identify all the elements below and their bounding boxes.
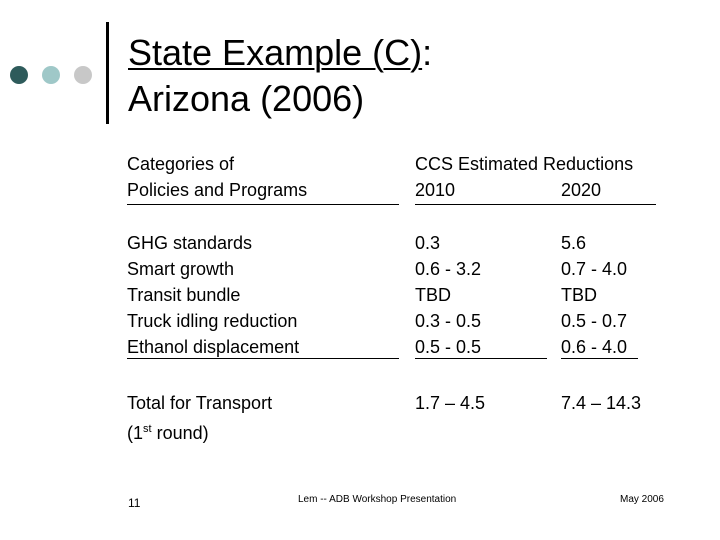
- title-underlined-text: State Example (C): [128, 32, 423, 73]
- table-cell-2010: 0.5 - 0.5: [415, 337, 482, 357]
- table-row-name: GHG standards: [127, 233, 253, 253]
- table-cell-2020: 0.7 - 4.0: [561, 259, 628, 279]
- body-rule-mid: [415, 358, 547, 359]
- total-label-line2: [127, 416, 272, 446]
- row-values-2010: [415, 230, 481, 360]
- table-cell-2020: 5.6: [561, 233, 587, 253]
- header-category: [127, 151, 307, 203]
- bullet-dots: [10, 66, 100, 84]
- table-cell-2010: 0.3 - 0.5: [415, 311, 482, 331]
- title-colon: :: [422, 32, 433, 73]
- total-label-sup: st: [143, 423, 152, 435]
- total-2010: 1.7 – 4.5: [415, 393, 486, 413]
- page-number: 11: [128, 496, 141, 510]
- header-rule-right: [415, 204, 656, 205]
- footer-center-text: Lem -- ADB Workshop Presentation: [298, 494, 457, 505]
- header-category-line2: Policies and Programs: [127, 180, 308, 200]
- table-cell-2010: TBD: [415, 285, 451, 305]
- header-reductions: CCS Estimated Reductions: [415, 154, 634, 174]
- light-teal-dot: [42, 66, 60, 84]
- body-rule-right: [561, 358, 638, 359]
- table-cell-2010: 0.6 - 3.2: [415, 259, 482, 279]
- title-divider: [106, 22, 109, 124]
- slide-title: [128, 30, 432, 122]
- body-rule-left: [127, 358, 399, 359]
- total-label: [127, 390, 272, 446]
- total-label-rest: round): [151, 423, 209, 443]
- total-2020: 7.4 – 14.3: [561, 393, 642, 413]
- table-row-name: Transit bundle: [127, 285, 241, 305]
- table-row-name: Ethanol displacement: [127, 337, 300, 357]
- row-names: [127, 230, 299, 360]
- total-label-open: (1: [127, 423, 144, 443]
- table-cell-2010: 0.3: [415, 233, 441, 253]
- dark-teal-dot: [10, 66, 28, 84]
- header-category-line1: Categories of: [127, 154, 235, 174]
- row-values-2020: [561, 230, 627, 360]
- total-label-line1: Total for Transport: [127, 393, 273, 413]
- footer-date: May 2006: [620, 494, 664, 505]
- header-rule-left: [127, 204, 399, 205]
- title-line-2: Arizona (2006): [128, 78, 365, 119]
- header-year-2010: 2010: [415, 180, 456, 200]
- table-cell-2020: 0.5 - 0.7: [561, 311, 628, 331]
- table-cell-2020: 0.6 - 4.0: [561, 337, 628, 357]
- table-cell-2020: TBD: [561, 285, 597, 305]
- header-year-2020: 2020: [561, 180, 602, 200]
- gray-dot: [74, 66, 92, 84]
- table-row-name: Truck idling reduction: [127, 311, 298, 331]
- table-row-name: Smart growth: [127, 259, 235, 279]
- title-line-1: [128, 30, 432, 76]
